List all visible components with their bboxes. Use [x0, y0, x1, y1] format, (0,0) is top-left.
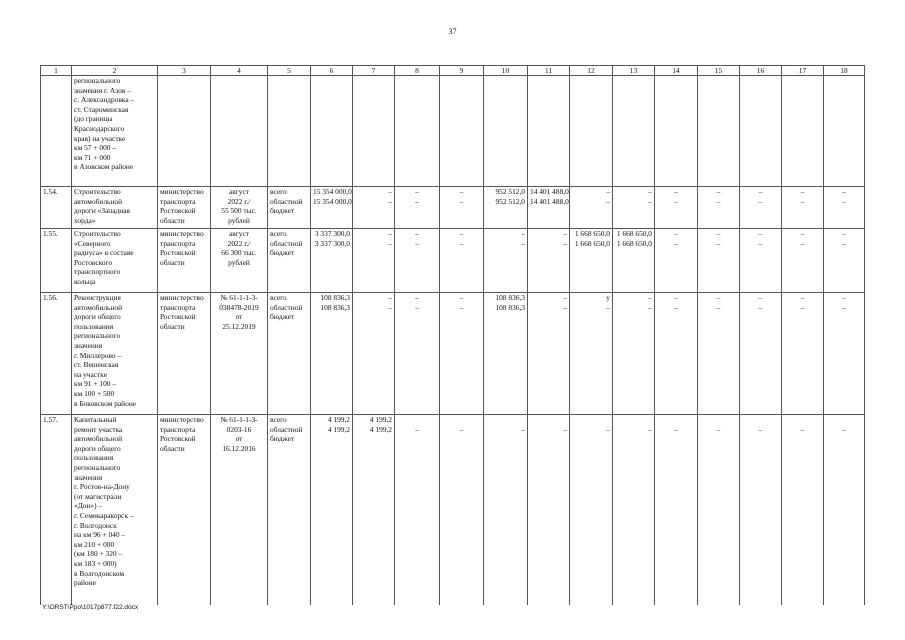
table-row [41, 293, 865, 415]
cell-doc: август 2022 г./ 55 500 тыс. рублей [211, 187, 268, 229]
value-line: – [415, 302, 419, 312]
source-line: областной бюджет [270, 238, 303, 258]
cell-c14 [655, 415, 698, 606]
value-line [657, 415, 695, 425]
cell-c17 [782, 187, 824, 229]
cell-c16 [740, 293, 782, 415]
header-col-8: 8 [395, 66, 440, 76]
header-col-14: 14 [655, 66, 698, 76]
header-col-5: 5 [268, 66, 311, 76]
value-line: 4 199,2 [327, 415, 350, 424]
value-line: – [716, 293, 721, 302]
value-line: 108 836,3 [495, 302, 525, 312]
value-line: 4 199,2 [369, 424, 392, 434]
value-line: – [648, 293, 652, 302]
cell-c6 [311, 293, 353, 415]
value-line: 14 401 488,0 [530, 187, 569, 196]
value-line: – [606, 302, 610, 312]
source-line: областной бюджет [270, 302, 303, 322]
value-line: – [563, 238, 567, 248]
header-col-13: 13 [613, 66, 655, 76]
cell-c6 [311, 415, 353, 606]
value-line: 108 836,3 [495, 293, 525, 302]
value-line: – [800, 196, 805, 206]
value-line: – [415, 238, 419, 248]
header-col-16: 16 [740, 66, 782, 76]
value-line: – [388, 302, 392, 312]
value-line: – [648, 424, 652, 434]
value-line: – [606, 196, 610, 206]
cell-c17 [782, 293, 824, 415]
value-line: – [758, 293, 763, 302]
value-line: – [648, 302, 652, 312]
header-col-3: 3 [158, 66, 211, 76]
cell-c17 [782, 229, 824, 293]
value-line: – [563, 302, 567, 312]
cell-c10 [484, 229, 528, 293]
cell-c8 [395, 293, 440, 415]
value-line [486, 415, 525, 425]
header-col-2: 2 [72, 66, 158, 76]
header-col-9: 9 [440, 66, 484, 76]
value-line: – [674, 238, 678, 248]
header-col-15: 15 [698, 66, 740, 76]
header-col-7: 7 [353, 66, 395, 76]
header-col-18: 18 [824, 66, 865, 76]
value-line: – [563, 424, 567, 434]
value-line: – [842, 196, 846, 206]
value-line: – [800, 293, 805, 302]
value-line: – [415, 424, 419, 434]
value-line [784, 415, 821, 425]
value-line: – [716, 196, 721, 206]
value-line [397, 415, 437, 425]
header-row [41, 66, 865, 76]
cell-c16 [740, 415, 782, 606]
cell-c10 [484, 187, 528, 229]
value-line [442, 415, 481, 425]
cell-c14 [655, 293, 698, 415]
cell-c13 [613, 293, 655, 415]
value-line: – [459, 302, 464, 312]
cell-c12 [570, 229, 613, 293]
cell-num [41, 76, 72, 187]
value-line: – [563, 293, 567, 302]
cell-source [268, 229, 311, 293]
cell-source [268, 187, 311, 229]
header-col-17: 17 [782, 66, 824, 76]
cell-c14 [655, 187, 698, 229]
header-col-6: 6 [311, 66, 353, 76]
value-line: – [388, 229, 392, 238]
value-line: – [459, 238, 464, 248]
cell-c14 [655, 229, 698, 293]
value-line: – [388, 187, 392, 196]
value-line: – [842, 424, 846, 434]
value-line: – [415, 229, 419, 238]
value-line: 1 668 650,0 [574, 229, 610, 238]
value-line: – [842, 229, 846, 238]
cell-c8 [395, 187, 440, 229]
value-line: 15 354 000,0 [313, 196, 352, 206]
value-line [572, 415, 610, 425]
value-line: – [459, 229, 464, 238]
value-line: – [388, 293, 392, 302]
cell-num: 1.57. [41, 415, 72, 606]
cell-description: регионального значения г. Азов – с. Александровка – ст. Староминская (до границы Краснодарского края) на участке км 57 + 000 – км 71 + 000 в Азовском районе [72, 76, 158, 187]
value-line: – [415, 196, 419, 206]
cell-num: 1.54. [41, 187, 72, 229]
cell-c18 [824, 229, 865, 293]
cell-c10 [484, 293, 528, 415]
cell-c12 [570, 293, 613, 415]
cell-doc: № 61-1-1-3- 0203-16 от 16.12.2016 [211, 415, 268, 606]
source-line: областной бюджет [270, 424, 303, 444]
value-line [742, 415, 779, 425]
cell-description: Капитальный ремонт участка автомобильной дороги общего пользования регионального значения г. Ростов-на-Дону (от магистрали «Дон») – г. Семикаракорск – г. Волгодонск на км 96 + 040 – км 210 + 000 (км 180 + 320 – км 183 + 000) в Волгодонском районе [72, 415, 158, 606]
cell-customer: министерство транспорта Ростовской области [158, 415, 211, 606]
value-line [700, 415, 737, 425]
cell-c7 [353, 187, 395, 229]
value-line: 108 836,3 [320, 293, 350, 302]
value-line: – [521, 238, 525, 248]
value-line: – [800, 302, 805, 312]
value-line: – [716, 187, 721, 196]
cell-c15 [698, 187, 740, 229]
cell-c13 [613, 229, 655, 293]
value-line: – [459, 293, 464, 302]
cell-c11 [528, 415, 570, 606]
cell-c6 [311, 187, 353, 229]
value-line: – [648, 187, 652, 196]
value-line: – [415, 293, 419, 302]
cell-c15 [698, 229, 740, 293]
cell-c15 [698, 415, 740, 606]
cell-description: Строительство «Северного радиуса» в составе Ростовского транспортного кольца [72, 229, 158, 293]
value-line: 3 337 300,0 [314, 238, 350, 248]
value-line: – [648, 196, 652, 206]
value-line: 952 512,0 [495, 196, 525, 206]
value-line: – [842, 293, 846, 302]
cell-c17 [782, 415, 824, 606]
header-col-12: 12 [570, 66, 613, 76]
value-line: – [459, 187, 464, 196]
cell-c13 [613, 415, 655, 606]
value-line: 4 199,2 [327, 424, 350, 434]
value-line: – [716, 302, 721, 312]
value-line: – [800, 187, 805, 196]
value-line [826, 415, 862, 425]
cell-customer: министерство транспорта Ростовской области [158, 293, 211, 415]
value-line [530, 415, 567, 425]
value-line: – [800, 424, 805, 434]
cell-c6 [311, 229, 353, 293]
value-line: – [674, 302, 678, 312]
value-line: – [758, 187, 763, 196]
value-line: 1 668 650,0 [574, 238, 610, 248]
cell-c15 [698, 293, 740, 415]
cell-c12 [570, 415, 613, 606]
cell-c7 [353, 229, 395, 293]
table-row [41, 415, 865, 606]
cell-c9 [440, 229, 484, 293]
program-table [40, 65, 865, 605]
value-line: – [606, 187, 610, 196]
cell-description: Реконструкция автомобильной дороги общего пользования регионального значения г. Миллерово – ст. Вешенская на участке км 91 + 100 – км 100 + 500 в Боковском районе [72, 293, 158, 415]
value-line: 4 199,2 [369, 415, 392, 424]
source-line: всего [270, 187, 287, 196]
cell-doc: август 2022 г./ 66 300 тыс. рублей [211, 229, 268, 293]
value-line: – [716, 238, 721, 248]
value-line: – [842, 238, 846, 248]
value-line: – [563, 229, 567, 238]
value-line: 108 836,3 [320, 302, 350, 312]
value-line: – [459, 424, 464, 434]
cell-c9 [440, 293, 484, 415]
cell-customer: министерство транспорта Ростовской области [158, 229, 211, 293]
source-line: всего [270, 293, 287, 302]
value-line: у [606, 293, 610, 302]
cell-c18 [824, 187, 865, 229]
cell-c7 [353, 293, 395, 415]
cell-description: Строительство автомобильной дороги «Западная хорда» [72, 187, 158, 229]
value-line: 1 668 650,0 [616, 238, 652, 248]
value-line: – [758, 238, 763, 248]
cell-source [268, 293, 311, 415]
cell-c11 [528, 293, 570, 415]
cell-c16 [740, 187, 782, 229]
value-line [615, 415, 652, 425]
value-line: – [388, 238, 392, 248]
table-row [41, 229, 865, 293]
source-line: всего [270, 229, 287, 238]
value-line: – [758, 229, 763, 238]
value-line: – [415, 187, 419, 196]
header-col-4: 4 [211, 66, 268, 76]
value-line: – [521, 229, 525, 238]
cell-c9 [440, 415, 484, 606]
continuation-row [41, 76, 865, 187]
value-line: – [842, 302, 846, 312]
value-line: – [674, 293, 678, 302]
cell-c9 [440, 187, 484, 229]
value-line: – [674, 424, 678, 434]
value-line: 952 512,0 [495, 187, 525, 196]
value-line: – [800, 238, 805, 248]
cell-num: 1.55. [41, 229, 72, 293]
table-row [41, 187, 865, 229]
value-line: 3 337 300,0 [314, 229, 350, 238]
value-line: – [758, 424, 763, 434]
value-line: – [459, 196, 464, 206]
value-line: – [758, 196, 763, 206]
value-line: – [716, 424, 721, 434]
cell-c10 [484, 415, 528, 606]
header-col-11: 11 [528, 66, 570, 76]
value-line: – [716, 229, 721, 238]
cell-c18 [824, 293, 865, 415]
cell-c11 [528, 187, 570, 229]
header-col-1: 1 [41, 66, 72, 76]
cell-c7 [353, 415, 395, 606]
value-line: – [674, 187, 678, 196]
cell-c8 [395, 415, 440, 606]
header-col-10: 10 [484, 66, 528, 76]
value-line: – [758, 302, 763, 312]
cell-c11 [528, 229, 570, 293]
value-line: – [606, 424, 610, 434]
cell-c8 [395, 229, 440, 293]
value-line: – [674, 196, 678, 206]
value-line: 1 668 650,0 [616, 229, 652, 238]
value-line: 15 354 000,0 [313, 187, 352, 196]
cell-c13 [613, 187, 655, 229]
cell-customer: министерство транспорта Ростовской области [158, 187, 211, 229]
value-line: 14 401 488,0 [530, 196, 569, 206]
value-line: – [388, 196, 392, 206]
cell-c18 [824, 415, 865, 606]
cell-num: 1.56. [41, 293, 72, 415]
cell-c12 [570, 187, 613, 229]
file-path-footer: Y:\ORST\Ppo\1017p877.f22.docx [42, 604, 139, 611]
value-line: – [521, 424, 525, 434]
page-number: 37 [448, 27, 457, 36]
source-line: всего [270, 415, 287, 424]
cell-c16 [740, 229, 782, 293]
value-line: – [842, 187, 846, 196]
value-line: – [800, 229, 805, 238]
cell-source [268, 415, 311, 606]
value-line: – [674, 229, 678, 238]
cell-doc: № 61-1-1-3- 038478-2019 от 25.12.2019 [211, 293, 268, 415]
source-line: областной бюджет [270, 196, 303, 216]
